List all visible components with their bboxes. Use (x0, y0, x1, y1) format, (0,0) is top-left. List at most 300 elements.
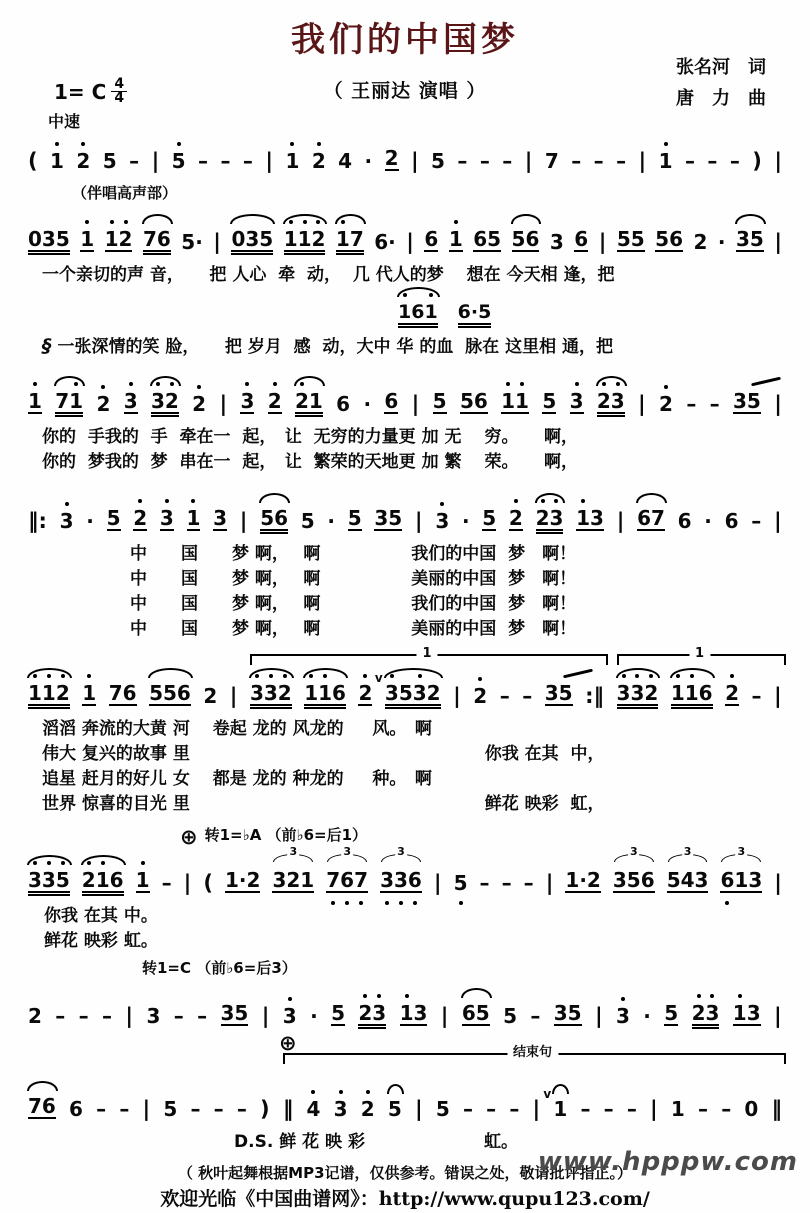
lyrics-line (28, 929, 782, 954)
note-cell (190, 1080, 200, 1130)
barline (143, 1080, 151, 1130)
note-cell (725, 664, 739, 717)
note-cell (718, 213, 726, 263)
note-cell (336, 210, 364, 263)
note-cell (55, 372, 83, 425)
note-group (571, 151, 581, 171)
note-group (374, 232, 396, 252)
note-group (462, 1003, 490, 1026)
note-cell (163, 1080, 177, 1130)
note-group (530, 1006, 540, 1026)
note-text: 65 (461, 1001, 490, 1025)
lyrics-text: （伴唱高声部） (72, 184, 178, 202)
note-group (327, 511, 335, 531)
segno-icon: § (42, 335, 52, 357)
note-text: | (411, 392, 420, 416)
note-text: – (220, 149, 231, 173)
note-group (86, 511, 94, 531)
note-cell (486, 1080, 496, 1130)
note-text: 112 (28, 681, 70, 705)
note-text: 1 (553, 1097, 568, 1121)
barline (774, 213, 782, 263)
note-cell (433, 372, 447, 425)
modulation-text: 转1=♭A （前♭6=后1） (204, 826, 368, 844)
note-text: | (125, 1004, 134, 1028)
note-text: 2 (267, 389, 282, 413)
note-group (671, 1099, 685, 1119)
barline (752, 132, 762, 182)
note-group (82, 683, 96, 706)
note-group (543, 1087, 568, 1121)
note-text: | (239, 509, 248, 533)
octave-dot-high (85, 220, 89, 224)
note-group (480, 151, 490, 171)
note-cell (576, 489, 604, 542)
note-cell (107, 489, 121, 542)
note-cell (664, 984, 678, 1037)
note-cell (692, 984, 720, 1037)
note-cell (198, 132, 208, 182)
barline (415, 1080, 423, 1130)
barline (639, 132, 647, 182)
lyrics-line (28, 450, 782, 475)
note-cell (162, 854, 172, 904)
note-text: 332 (616, 681, 659, 705)
note-text: 76 (142, 227, 171, 251)
octave-dot-high (101, 385, 105, 389)
note-group (237, 1099, 247, 1119)
note-cell (730, 132, 740, 182)
note-cell (574, 210, 588, 263)
note-text: 2 (725, 681, 739, 705)
note-text: 71 (55, 389, 84, 413)
note-group (698, 1099, 708, 1119)
lyrics-line (28, 334, 782, 360)
watermark: www.hpppw.com (537, 1147, 798, 1177)
note-group (220, 151, 230, 171)
note-group (415, 1099, 423, 1119)
note-text: 5 (102, 149, 117, 173)
note-group (336, 229, 364, 252)
note-group (119, 1099, 129, 1119)
note-cell (143, 210, 171, 263)
note-text: 4 (338, 149, 353, 173)
note-cell (384, 372, 398, 425)
note-group (744, 1099, 758, 1119)
note-text: – (173, 1004, 184, 1028)
note-text: – (242, 149, 253, 173)
note-group (363, 394, 371, 414)
note-text: 2 (203, 684, 218, 708)
note-text: – (213, 1097, 224, 1121)
note-group (146, 1006, 160, 1026)
note-text: · (327, 509, 335, 533)
note-cell (385, 129, 399, 182)
note-group (616, 151, 626, 171)
note-group (219, 394, 227, 414)
note-cell (721, 1080, 731, 1130)
note-group (524, 873, 534, 893)
slur-arc (535, 493, 566, 503)
note-group (250, 683, 292, 706)
note-cell (436, 1080, 450, 1130)
note-cell (462, 984, 490, 1037)
note-text: 5 (300, 509, 315, 533)
note-text: · (86, 509, 94, 533)
note-text: 56 (511, 227, 540, 251)
note-group (612, 845, 655, 893)
note-cell (744, 1080, 758, 1130)
note-cell (358, 664, 372, 717)
note-group (536, 508, 564, 531)
note-cell (733, 372, 761, 425)
note-text: 5 (542, 389, 557, 413)
note-cell (260, 489, 288, 542)
note-cell (736, 210, 764, 263)
note-group (283, 1099, 294, 1119)
note-group (752, 151, 762, 171)
slur-arc (27, 668, 72, 678)
note-group (686, 394, 696, 414)
lyrics-line (28, 767, 782, 792)
breath-mark-icon: v (374, 671, 383, 685)
octave-dot-high (273, 382, 277, 386)
note-text: 5 (163, 1097, 178, 1121)
note-group (617, 229, 645, 252)
note-text: – (462, 1097, 473, 1121)
note-text: 556 (149, 681, 191, 705)
note-cell (213, 489, 227, 542)
score-header (0, 0, 810, 131)
barline (774, 375, 782, 425)
note-cell (617, 210, 645, 263)
note-cell (86, 492, 94, 542)
note-group (774, 394, 782, 414)
note-text: 6 (69, 1097, 83, 1121)
note-text: | (261, 1004, 270, 1028)
note-text: | (406, 230, 414, 254)
lyrics-line (28, 904, 782, 929)
note-cell (28, 664, 70, 717)
note-text: | (142, 1097, 151, 1121)
lyrics-text: 世界 惊喜的目光 里 鲜花 映彩 虹， (42, 794, 605, 814)
note-group (597, 391, 625, 414)
note-group (326, 845, 369, 893)
barline (415, 492, 423, 542)
note-group (594, 151, 604, 171)
composer: 唐 力 曲 (676, 88, 766, 109)
note-cell (449, 210, 463, 263)
note-group (522, 686, 532, 706)
note-group (453, 686, 461, 706)
note-group (105, 229, 133, 252)
note-group (28, 1006, 42, 1026)
note-group (129, 151, 139, 171)
note-text: 1·2 (224, 868, 261, 892)
note-text: – (486, 1097, 497, 1121)
note-group (310, 1006, 318, 1026)
note-group (151, 391, 179, 414)
note-text: 216 (81, 868, 124, 892)
note-cell (530, 987, 540, 1037)
note-group (576, 508, 604, 531)
note-group (136, 870, 150, 893)
note-cell (301, 492, 315, 542)
note-text: – (198, 149, 209, 173)
barline (28, 132, 38, 182)
note-text: – (96, 1097, 107, 1121)
note-text: 2 (358, 681, 373, 705)
note-cell (82, 851, 124, 904)
note-group (707, 151, 717, 171)
note-text: | (598, 230, 607, 254)
note-text: 2 (360, 1097, 375, 1121)
note-text: 5 (387, 1097, 402, 1121)
slur-arc (81, 855, 126, 865)
note-group (380, 845, 422, 893)
note-group (704, 511, 712, 531)
note-text: 3532 (384, 681, 441, 705)
note-group (480, 873, 490, 893)
note-cell (146, 987, 160, 1037)
note-text: 3 (616, 1004, 630, 1028)
coda-icon: ⊕ (180, 825, 198, 849)
note-text: – (530, 1004, 541, 1028)
modulation-text: 转1=C （前♭6=后3） (142, 959, 297, 977)
note-group (460, 391, 488, 414)
note-cell (338, 132, 352, 182)
note-group (162, 873, 172, 893)
octave-dot-high (81, 142, 85, 146)
note-text: 3 (159, 506, 174, 530)
note-group (774, 151, 782, 171)
note-text: 35 (544, 681, 573, 705)
note-group (240, 391, 254, 414)
note-cell (203, 667, 217, 717)
lyrics-text: 滔滔 奔流的大黄 河 卷起 龙的 风龙的 风。 啊 (42, 719, 432, 739)
lyrics-text: 中 国 梦 啊， 啊 我们的中国 梦 啊！ (130, 594, 577, 614)
note-text: 3 (146, 1004, 161, 1028)
lyrics-line (28, 742, 782, 767)
slur-arc (249, 668, 294, 678)
note-group (152, 151, 160, 171)
note-cell (536, 489, 564, 542)
octave-dot-high (377, 994, 381, 998)
note-group (96, 1099, 106, 1119)
note-cell (334, 1080, 348, 1130)
note-cell (358, 984, 386, 1037)
note-cell (545, 132, 559, 182)
note-text: 5 (503, 1004, 517, 1028)
note-cell (480, 132, 490, 182)
note-text: 5 (482, 506, 497, 530)
note-cell (151, 372, 179, 425)
note-cell (28, 372, 42, 425)
note-group (109, 683, 137, 706)
note-group (473, 686, 487, 706)
barline (650, 1080, 658, 1130)
music-system (28, 129, 782, 204)
note-cell (28, 987, 42, 1037)
notation-line (28, 489, 782, 542)
note-group (486, 1099, 496, 1119)
credits (676, 52, 766, 114)
volta-label: 1 (689, 647, 710, 661)
note-group (585, 686, 604, 706)
note-group (643, 1006, 651, 1026)
note-group (720, 845, 763, 893)
note-group (284, 229, 326, 252)
note-text: 321 (272, 868, 315, 892)
note-group (554, 1003, 582, 1026)
note-text: – (236, 1097, 247, 1121)
note-text: – (684, 149, 695, 173)
note-cell (374, 489, 402, 542)
note-cell (752, 667, 762, 717)
note-group (82, 870, 124, 893)
note-group (272, 845, 315, 893)
note-group (124, 391, 138, 414)
note-group (463, 1099, 473, 1119)
note-group (28, 683, 70, 706)
note-cell (174, 987, 184, 1037)
note-cell (285, 132, 299, 182)
note-text: – (709, 392, 720, 416)
note-group (172, 151, 186, 171)
note-text: 23 (596, 389, 625, 413)
note-cell (666, 845, 709, 904)
slur-arc (670, 668, 715, 678)
note-group (411, 151, 419, 171)
note-cell (725, 492, 739, 542)
note-text: 76 (28, 1094, 56, 1118)
note-cell (214, 1080, 224, 1130)
note-group (307, 1099, 321, 1119)
note-group (638, 394, 646, 414)
note-text: 6 (384, 389, 399, 413)
note-cell (28, 851, 70, 904)
note-group (774, 1006, 782, 1026)
note-text: – (616, 149, 627, 173)
note-group (774, 511, 782, 531)
barline (774, 854, 782, 904)
note-text: 6 (574, 227, 589, 251)
note-text: – (729, 149, 740, 173)
note-text: 6· (374, 230, 396, 254)
note-cell (124, 372, 138, 425)
note-text: 3 (435, 509, 450, 533)
note-group (28, 511, 47, 531)
note-group (28, 870, 70, 893)
note-text: 1 (135, 868, 150, 892)
music-system (28, 959, 782, 1037)
octave-dot-high (440, 502, 444, 506)
slur-arc (735, 214, 766, 224)
note-text: · (461, 509, 470, 533)
note-text: 335 (28, 868, 70, 892)
note-text: ) (260, 1097, 270, 1121)
note-group (225, 870, 260, 893)
note-group (174, 1006, 184, 1026)
note-cell (698, 1080, 708, 1130)
note-group (694, 232, 708, 252)
lyrics-line (28, 792, 782, 817)
note-group (650, 1099, 658, 1119)
note-group (374, 508, 402, 531)
key-label: 1= C (54, 79, 107, 104)
note-text: 5 (664, 1001, 679, 1025)
note-text: | (440, 1004, 449, 1028)
note-group (262, 1006, 270, 1026)
barline (774, 667, 782, 717)
note-cell (60, 492, 74, 542)
note-group (203, 873, 213, 893)
note-cell (431, 132, 445, 182)
note-cell (28, 210, 70, 263)
note-text: – (707, 149, 718, 173)
note-text: · (363, 392, 372, 416)
note-group (385, 148, 399, 171)
note-group (338, 151, 352, 171)
note-text: – (78, 1004, 89, 1028)
note-text: 1 (670, 1097, 685, 1121)
note-group (213, 508, 227, 531)
note-group (365, 151, 373, 171)
note-group (28, 151, 38, 171)
tempo-marking: 中速 (48, 112, 81, 131)
note-cell (96, 375, 110, 425)
note-group (473, 229, 501, 252)
note-group (143, 1099, 151, 1119)
note-text: 6 (336, 392, 351, 416)
barline (617, 492, 625, 542)
note-group (283, 1006, 297, 1026)
octave-dot-high (506, 382, 510, 386)
note-group (457, 151, 467, 171)
note-text: 1·2 (565, 868, 601, 892)
note-cell (542, 372, 556, 425)
note-text: | (774, 230, 782, 254)
note-cell (612, 845, 655, 904)
note-text: 5 (347, 506, 362, 530)
note-text: 2 (311, 149, 326, 173)
note-group (103, 151, 117, 171)
octave-dot-high (138, 499, 142, 503)
lyrics-line (28, 263, 782, 288)
octave-dot-high (664, 385, 668, 389)
note-text: – (457, 149, 468, 173)
note-cell (374, 213, 396, 263)
note-text: 5 (331, 1001, 345, 1025)
modulation-annotation (142, 957, 297, 978)
note-text: 32 (150, 389, 179, 413)
note-text: | (774, 392, 782, 416)
note-cell (512, 210, 540, 263)
slur-arc (283, 214, 328, 224)
note-text: 3 (282, 1004, 297, 1028)
note-group (482, 508, 496, 531)
note-group (533, 1099, 541, 1119)
note-cell (304, 664, 346, 717)
barline (28, 492, 47, 542)
octave-dot-high (124, 220, 128, 224)
note-text: 5 (432, 389, 447, 413)
triplet-label: 3 (289, 845, 298, 858)
breath-mark-icon: v (543, 1087, 552, 1101)
note-group (96, 394, 110, 414)
note-group (358, 1003, 386, 1026)
note-text: | (151, 149, 160, 173)
